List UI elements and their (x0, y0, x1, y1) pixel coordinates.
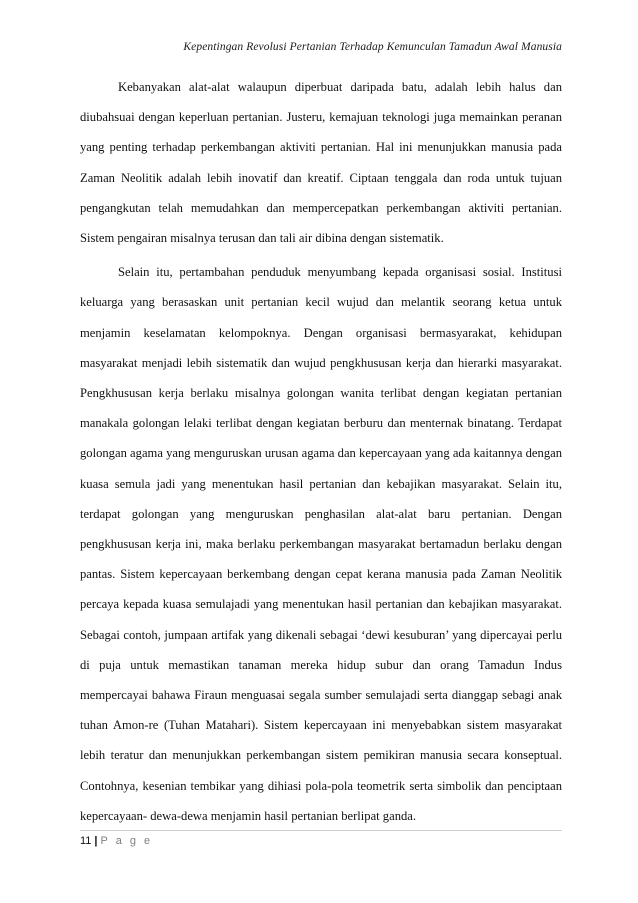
paragraph-1: Kebanyakan alat-alat walaupun diperbuat daripada batu, adalah lebih halus dan diubahsuai dengan keperluan pertanian. Justeru, kemajuan teknologi juga memainkan peranan yang penting terhadap perkembangan aktiviti pertanian. Hal ini menunjukkan manusia pada Zaman Neolitik adalah lebih inovatif dan kreatif. Ciptaan tenggala dan roda untuk tujuan pengangkutan telah memudahkan dan mempercepatkan perkembangan aktiviti pertanian. Sistem pengairan misalnya terusan dan tali air dibina dengan sistematik. (80, 80, 562, 246)
running-header: Kepentingan Revolusi Pertanian Terhadap Kemunculan Tamadun Awal Manusia (183, 41, 562, 53)
footer-divider (80, 830, 562, 831)
body-text (80, 72, 562, 831)
page-label: P a g e (100, 835, 153, 847)
footer-separator: | (94, 835, 98, 847)
paragraph-2: Selain itu, pertambahan penduduk menyumbang kepada organisasi sosial. Institusi keluarga yang berasaskan unit pertanian kecil wujud dan melantik seorang ketua untuk menjamin keselamatan kelompoknya. Dengan organisasi bermasyarakat, kehidupan masyarakat menjadi lebih sistematik dan wujud pengkhususan kerja dan hierarki masyarakat. Pengkhususan kerja berlaku misalnya golongan wanita terlibat dengan kegiatan pertanian manakala golongan lelaki terlibat dengan kegiatan berburu dan menternak binatang. Terdapat golongan agama yang menguruskan urusan agama dan kepercayaan yang ada kaitannya dengan kuasa semula jadi yang menentukan hasil pertanian dan kebajikan masyarakat. Selain itu, terdapat golongan yang menguruskan penghasilan alat-alat baru pertanian. Dengan pengkhususan kerja ini, maka berlaku perkembangan masyarakat bertamadun berlaku dengan pantas. Sistem kepercayaan berkembang dengan cepat kerana manusia pada Zaman Neolitik percaya kepada kuasa semulajadi yang menentukan hasil pertanian dan kebajikan masyarakat. Sebagai contoh, jumpaan artifak yang dikenali sebagai ‘dewi kesuburan’ yang dipercayai perlu di puja untuk memastikan tanaman mereka hidup subur dan orang Tamadun Indus mempercayai bahawa Firaun menguasai segala sumber semulajadi serta dianggap sebagi anak tuhan Amon-re (Tuhan Matahari). Sistem kepercayaan ini menyebabkan sistem masyarakat lebih teratur dan menunjukkan perkembangan sistem pemikiran manusia secara konseptual. Contohnya, kesenian tembikar yang dihiasi pola-pola teometrik serta simbolik dan penciptaan kepercayaan- dewa-dewa menjamin hasil pertanian berlipat ganda. (80, 265, 562, 823)
page-footer (80, 835, 153, 847)
page-number: 11 (80, 835, 92, 847)
